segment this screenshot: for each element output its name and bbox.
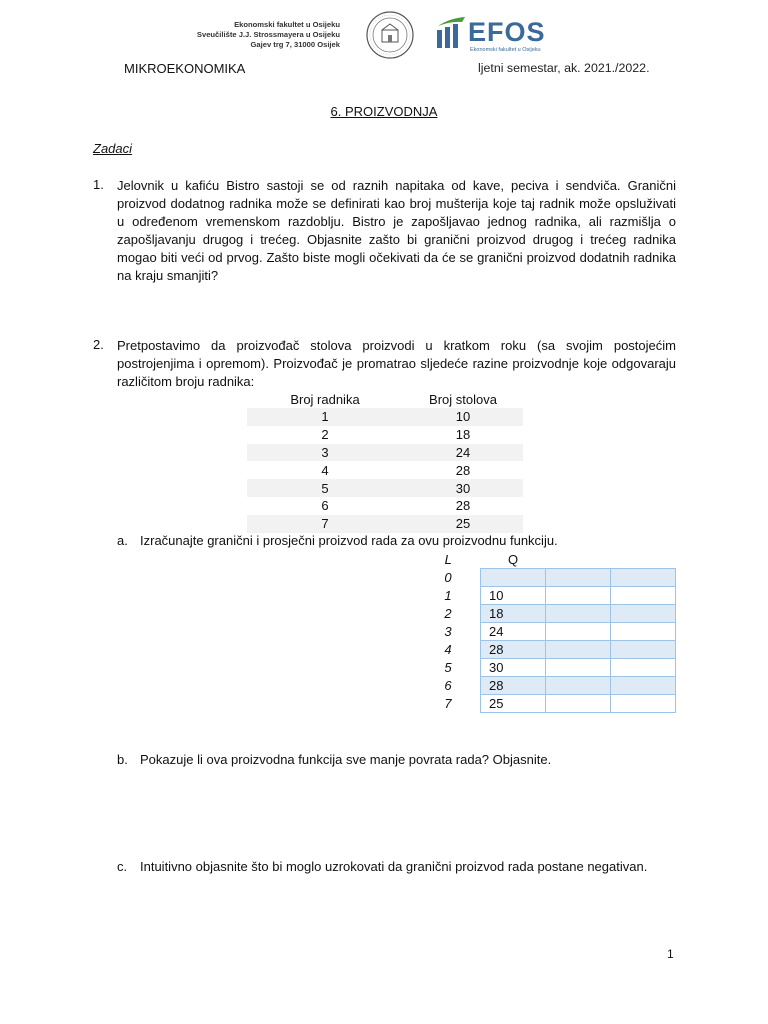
labor-cell: 0 [444, 570, 452, 585]
semester-label: ljetni semestar, ak. 2021./2022. [478, 61, 650, 75]
output-cell [481, 569, 546, 587]
course-name: MIKROEKONOMIKA [124, 61, 246, 76]
table-row [247, 497, 523, 515]
column-header-mp [546, 551, 611, 569]
output-cell: 28 [481, 677, 546, 695]
table-row [416, 569, 676, 587]
average-product-cell[interactable] [611, 587, 676, 605]
subquestion-text: Intuitivno objasnite što bi moglo uzrokovati da granični proizvod rada postane negativan. [140, 859, 648, 874]
table-cell: 7 [247, 515, 403, 533]
question-text: Pretpostavimo da proizvođač stolova proizvodi u kratkom roku (sa svojim postojećim postrojenjima i opremom). Proizvođač je promatrao sljedeće razine proizvodnje koje odgovaraju različitom broju radnika: [117, 338, 676, 389]
question-number: 1. [93, 177, 104, 192]
output-cell: 10 [481, 587, 546, 605]
marginal-product-cell[interactable] [546, 569, 611, 587]
column-header: Broj radnika [290, 391, 360, 407]
marginal-product-cell[interactable] [546, 677, 611, 695]
table-cell: 3 [247, 444, 403, 462]
table-row [247, 444, 523, 462]
labor-cell: 2 [444, 606, 452, 621]
page-title: 6. PROIZVODNJA [330, 104, 438, 119]
table-cell: 1 [247, 408, 403, 426]
production-table [247, 390, 523, 533]
section-label: Zadaci [93, 141, 133, 156]
labor-cell: 4 [444, 642, 452, 657]
output-cell: 25 [481, 695, 546, 713]
table-row [247, 408, 523, 426]
average-product-cell[interactable] [611, 569, 676, 587]
table-cell: 24 [403, 444, 523, 462]
answer-table [416, 551, 676, 713]
average-product-cell[interactable] [611, 641, 676, 659]
marginal-product-cell[interactable] [546, 587, 611, 605]
labor-cell: 7 [444, 696, 452, 711]
table-row [416, 623, 676, 641]
labor-cell: 5 [444, 660, 452, 675]
table-row [416, 587, 676, 605]
average-product-cell[interactable] [611, 623, 676, 641]
table-row [416, 659, 676, 677]
output-cell: 24 [481, 623, 546, 641]
logo-subtitle: Ekonomski fakultet u Osijeku [470, 47, 541, 53]
table-row [416, 605, 676, 623]
average-product-cell[interactable] [611, 677, 676, 695]
subquestion-text: Pokazuje li ova proizvodna funkcija sve manje povrata rada? Objasnite. [140, 752, 552, 767]
output-cell: 18 [481, 605, 546, 623]
subquestion-label: a. [117, 533, 128, 548]
column-header: Broj stolova [429, 391, 497, 407]
table-cell: 2 [321, 427, 329, 443]
marginal-product-cell[interactable] [546, 605, 611, 623]
labor-cell: 3 [444, 624, 452, 639]
logo-wordmark: EFOS [468, 17, 546, 47]
table-row [247, 479, 523, 497]
table-cell: 5 [247, 479, 403, 497]
subquestion-text: Izračunajte granični i prosječni proizvod rada za ovu proizvodnu funkciju. [140, 533, 558, 548]
institution-line: Gajev trg 7, 31000 Osijek [250, 40, 340, 49]
column-header-q: Q [507, 552, 519, 567]
average-product-cell[interactable] [611, 605, 676, 623]
table-cell: 30 [403, 479, 523, 497]
institution-line: Ekonomski fakultet u Osijeku [234, 20, 340, 29]
table-row [247, 461, 523, 479]
table-row [416, 641, 676, 659]
institution-address [190, 20, 340, 50]
labor-cell: 6 [444, 678, 452, 693]
table-cell: 28 [455, 462, 471, 478]
question-text: Jelovnik u kafiću Bistro sastoji se od raznih napitaka od kave, peciva i sendviča. Granični proizvod dodatnog radnika može se definirati kao broj mušterija koje taj radnik može opsluživati u određenom vremenskom razdoblju. Bistro je zapošljavao jednog radnika, ali razmišlja o zapošljavanju drugog i trećeg. Objasnite zašto bi granični proizvod drugog i trećeg radnika mogao biti veći od prvog. Zašto biste mogli očekivati da će se granični proizvod dodatnih radnika na kraju smanjiti? [117, 178, 676, 283]
table-cell: 25 [403, 515, 523, 533]
column-header-ap [611, 551, 676, 569]
table-row [247, 515, 523, 533]
university-seal-icon [365, 10, 415, 60]
marginal-product-cell[interactable] [546, 695, 611, 713]
table-cell: 10 [403, 408, 523, 426]
average-product-cell[interactable] [611, 659, 676, 677]
output-cell: 28 [481, 641, 546, 659]
table-row [416, 677, 676, 695]
output-cell: 30 [481, 659, 546, 677]
page-number: 1 [667, 947, 674, 961]
table-row [416, 695, 676, 713]
average-product-cell[interactable] [611, 695, 676, 713]
marginal-product-cell[interactable] [546, 641, 611, 659]
table-cell: 4 [321, 462, 329, 478]
table-cell: 6 [321, 498, 329, 514]
column-header-l: L [444, 552, 452, 568]
table-cell: 18 [455, 427, 471, 443]
table-cell: 28 [455, 498, 471, 514]
subquestion-label: b. [117, 752, 128, 767]
labor-cell: 1 [444, 588, 452, 603]
marginal-product-cell[interactable] [546, 659, 611, 677]
question-number: 2. [93, 337, 104, 352]
subquestion-label: c. [117, 859, 128, 874]
efos-logo-icon [436, 16, 466, 48]
marginal-product-cell[interactable] [546, 623, 611, 641]
institution-line: Sveučilište J.J. Strossmayera u Osijeku [196, 30, 340, 39]
table-row [247, 426, 523, 444]
